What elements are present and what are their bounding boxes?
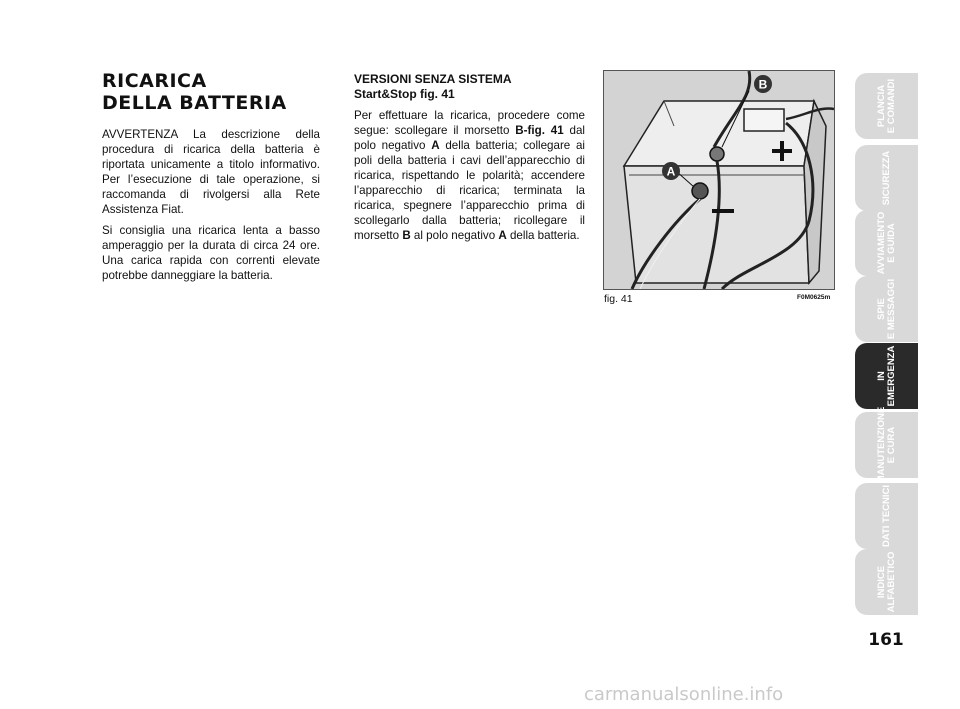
procedure-text-4: al polo negativo [410, 229, 499, 242]
battery-illustration [604, 71, 834, 289]
tab-spie-e-messaggi[interactable] [855, 276, 918, 342]
battery-figure [603, 70, 835, 290]
page-title [102, 70, 287, 114]
tab-label: SPIE E MESSAGGI [875, 278, 897, 340]
warning-column [102, 127, 320, 289]
advice-paragraph: Si consiglia una ricarica lenta a basso amperaggio per la durata di circa 24 ore. Una carica rapida con correnti elevate potrebbe danneggiare la batteria. [102, 224, 320, 282]
procedure-text-1: Per effettuare la ricarica, procedere come segue: scollegare il morsetto [354, 109, 585, 137]
figure-caption: fig. 41 [604, 293, 633, 305]
tab-sicurezza[interactable] [855, 145, 918, 211]
tab-in-emergenza[interactable] [855, 343, 918, 409]
watermark: carmanualsonline.info [584, 684, 784, 705]
terminal-b-icon [710, 147, 724, 161]
pole-a-ref: A [431, 139, 440, 152]
procedure-text-2: dal polo negativo [354, 124, 585, 152]
procedure-column [354, 72, 585, 249]
terminal-b-ref: B [402, 229, 411, 242]
subheading-line-1: VERSIONI SENZA SISTEMA [354, 72, 512, 86]
procedure-text-5: della batteria. [506, 229, 580, 242]
tab-plancia-e-comandi[interactable] [855, 73, 918, 139]
figure-code: F0M0625m [797, 294, 831, 301]
tab-avviamento-e-guida[interactable] [855, 210, 918, 276]
procedure-text-3: della batteria; collegare ai poli della batteria i cavi dell’apparecchio di ricarica, rispettando le polarità; accendere l’apparecchio di ricarica; terminata la ricarica, spegnere l’apparecchio prima di scollegarlo dalla batteria; ricollegare il morsetto [354, 139, 586, 242]
warning-paragraph: AVVERTENZA La descrizione della procedura di ricarica della batteria è riportata unicamente a titolo informativo. Per l’esecuzione di tale operazione, si raccomanda di rivolgersi alla Rete Assistenza Fiat. [102, 128, 320, 216]
tab-label: IN EMERGENZA [875, 345, 897, 407]
tab-dati-tecnici[interactable] [855, 483, 918, 549]
negative-pole-icon [692, 183, 708, 199]
positive-terminal-cover [744, 109, 784, 131]
tab-label: INDICE ALFABETICO [875, 551, 897, 613]
tab-label: DATI TECNICI [880, 484, 892, 548]
terminal-b-fig-ref: B-fig. 41 [515, 124, 564, 137]
tab-label: AVVIAMENTO E GUIDA [875, 211, 897, 275]
label-a: A [666, 164, 676, 179]
pole-a-ref-2: A [498, 229, 507, 242]
tab-label: SICUREZZA [880, 150, 892, 206]
subheading-line-2: Start&Stop fig. 41 [354, 87, 455, 101]
tab-manutenzione-e-cura[interactable] [855, 406, 918, 484]
section-subheading [354, 72, 585, 102]
title-line-2: DELLA BATTERIA [102, 92, 287, 114]
page-number: 161 [868, 630, 904, 650]
title-line-1: RICARICA [102, 70, 207, 92]
tab-label: PLANCIA E COMANDI [875, 78, 897, 134]
tab-label: MANUTENZIONE E CURA [875, 406, 897, 484]
label-b: B [758, 77, 768, 92]
tab-indice-alfabetico[interactable] [855, 549, 918, 615]
procedure-paragraph [354, 108, 585, 243]
